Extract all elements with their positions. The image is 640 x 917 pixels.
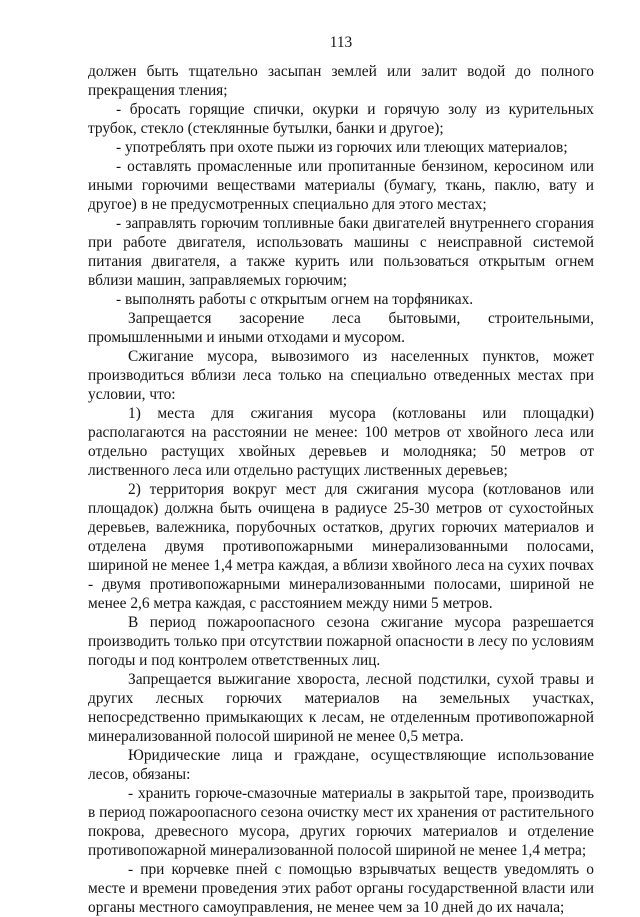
page-number: 113 xyxy=(329,34,353,51)
list-item: - выполнять работы с открытым огнем на торфяниках. xyxy=(116,291,474,308)
paragraph: Сжигание мусора, вывозимого из населенных пунктов, может производиться вблизи леса только на специально отведенных местах при условии, что: xyxy=(88,348,594,403)
list-item: - бросать горящие спички, окурки и горячую золу из курительных трубок, стекло (стеклянные бутылки, банки и другое); xyxy=(88,101,594,137)
paragraph: должен быть тщательно засыпан землей или залит водой до полного прекращения тления; xyxy=(88,63,594,99)
paragraph: - хранить горюче-смазочные материалы в закрытой таре, производить в период пожароопасного сезона очистку мест их хранения от растительного покрова, древесного мусора, других горючих материалов и отделение противопожарной минерализованной полосой шириной не менее 1,4 метра; xyxy=(88,785,594,859)
paragraph: Юридические лица и граждане, осуществляющие использование лесов, обязаны: xyxy=(88,747,594,783)
paragraph: 1) места для сжигания мусора (котлованы или площадки) располагаются на расстоянии не менее: 100 метров от хвойного леса или отдельно растущих хвойных деревьев и молодняка; 50 метров от лиственного леса или отдельно растущих лиственных деревьев; xyxy=(88,405,594,479)
paragraph: Запрещается выжигание хвороста, лесной подстилки, сухой травы и других лесных горючих материалов на земельных участках, непосредственно примыкающих к лесам, не отделенным противопожарной минерализованной полосой шириной не менее 0,5 метра. xyxy=(88,671,594,745)
list-item: - употреблять при охоте пыжи из горючих или тлеющих материалов; xyxy=(116,139,568,156)
list-item: - оставлять промасленные или пропитанные бензином, керосином или иными горючими веществами материалы (бумагу, ткань, паклю, вату и другое) в не предусмотренных специально для этого местах; xyxy=(88,158,594,213)
paragraph: 2) территория вокруг мест для сжигания мусора (котлованов или площадок) должна быть очищена в радиусе 25-30 метров от сухостойных деревьев, валежника, порубочных остатков, других горючих материалов и отделена двумя противопожарными минерализованными полосами, шириной не менее 1,4 метра каждая, а вблизи хвойного леса на сухих почвах - двумя противопожарными минерализованными полосами, шириной не менее 2,6 метра каждая, с расстоянием между ними 5 метров. xyxy=(88,481,594,612)
list-item: - заправлять горючим топливные баки двигателей внутреннего сгорания при работе двигателя, использовать машины с неисправной системой питания двигателя, а также курить или пользоваться открытым огнем вблизи машин, заправляемых горючим; xyxy=(88,215,594,289)
paragraph: - при корчевке пней с помощью взрывчатых веществ уведомлять о месте и времени проведения этих работ органы государственной власти или органы местного самоуправления, не менее чем за 10 дней до их начала; xyxy=(88,861,594,916)
paragraph: Запрещается засорение леса бытовыми, строительными, промышленными и иными отходами и мусором. xyxy=(88,310,594,346)
paragraph: В период пожароопасного сезона сжигание мусора разрешается производить только при отсутствии пожарной опасности в лесу по условиям погоды и под контролем ответственных лиц. xyxy=(88,614,594,669)
body-text xyxy=(88,62,594,917)
document-page xyxy=(88,0,594,917)
